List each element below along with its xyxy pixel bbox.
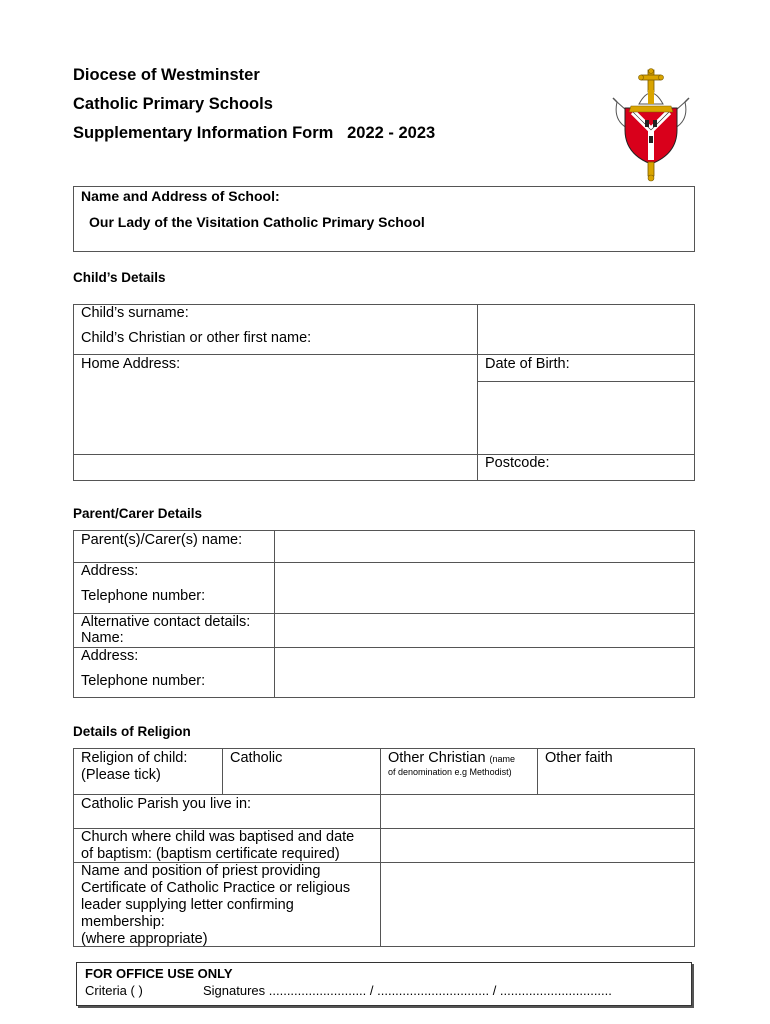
parent-address-label: Address: [81, 563, 139, 579]
office-use-heading: FOR OFFICE USE ONLY [85, 966, 233, 981]
school-name: Our Lady of the Visitation Catholic Primary School [89, 214, 425, 230]
alt-name-label: Name: [81, 630, 124, 646]
table-divider [73, 562, 695, 563]
child-surname-label: Child’s surname: [81, 305, 189, 321]
priest-label-5: (where appropriate) [81, 931, 208, 947]
table-divider [73, 794, 695, 795]
priest-label-1: Name and position of priest providing [81, 863, 321, 879]
baptised-label-1: Church where child was baptised and date [81, 829, 355, 845]
table-divider [222, 748, 223, 794]
schools-title: Catholic Primary Schools [73, 95, 273, 113]
table-divider [477, 381, 695, 382]
religion-heading: Details of Religion [73, 724, 191, 739]
table-divider [73, 647, 695, 648]
table-divider [537, 748, 538, 794]
child-first-name-label: Child’s Christian or other first name: [81, 330, 312, 346]
baptised-label-2: of baptism: (baptism certificate required) [81, 846, 340, 862]
criteria-label: Criteria ( ) [85, 983, 143, 998]
please-tick-label: (Please tick) [81, 767, 161, 783]
school-label: Name and Address of School: [81, 188, 280, 204]
table-divider [274, 530, 275, 698]
priest-label-4: membership: [81, 914, 165, 930]
childs-details-heading: Child’s Details [73, 270, 166, 285]
parent-telephone-label: Telephone number: [81, 588, 206, 604]
alt-address-label: Address: [81, 648, 139, 664]
other-christian-option [388, 750, 515, 766]
diocese-title: Diocese of Westminster [73, 66, 260, 84]
name-note: (name [489, 754, 516, 764]
parent-name-label: Parent(s)/Carer(s) name: [81, 532, 243, 548]
diocese-crest-logo [611, 68, 691, 182]
alt-telephone-label: Telephone number: [81, 673, 206, 689]
postcode-label: Postcode: [485, 455, 550, 471]
dob-label: Date of Birth: [485, 356, 570, 372]
form-title: Supplementary Information Form 2022 - 2023 [73, 124, 436, 142]
other-faith-option: Other faith [545, 750, 613, 766]
priest-label-2: Certificate of Catholic Practice or religious [81, 880, 351, 896]
home-address-label: Home Address: [81, 356, 181, 372]
religion-label: Religion of child: [81, 750, 188, 766]
other-christian-label: Other Christian [388, 750, 486, 766]
catholic-option: Catholic [230, 750, 283, 766]
table-divider [380, 748, 381, 947]
table-divider [73, 454, 695, 455]
table-divider [73, 354, 695, 355]
parent-details-heading: Parent/Carer Details [73, 506, 203, 521]
priest-label-3: leader supplying letter confirming [81, 897, 294, 913]
denomination-note: of denomination e.g Methodist) [388, 767, 512, 777]
signatures-label: Signatures ........................... / ............................... / ............................... [203, 983, 612, 998]
alt-contact-label: Alternative contact details: [81, 614, 251, 630]
parish-label: Catholic Parish you live in: [81, 796, 252, 812]
